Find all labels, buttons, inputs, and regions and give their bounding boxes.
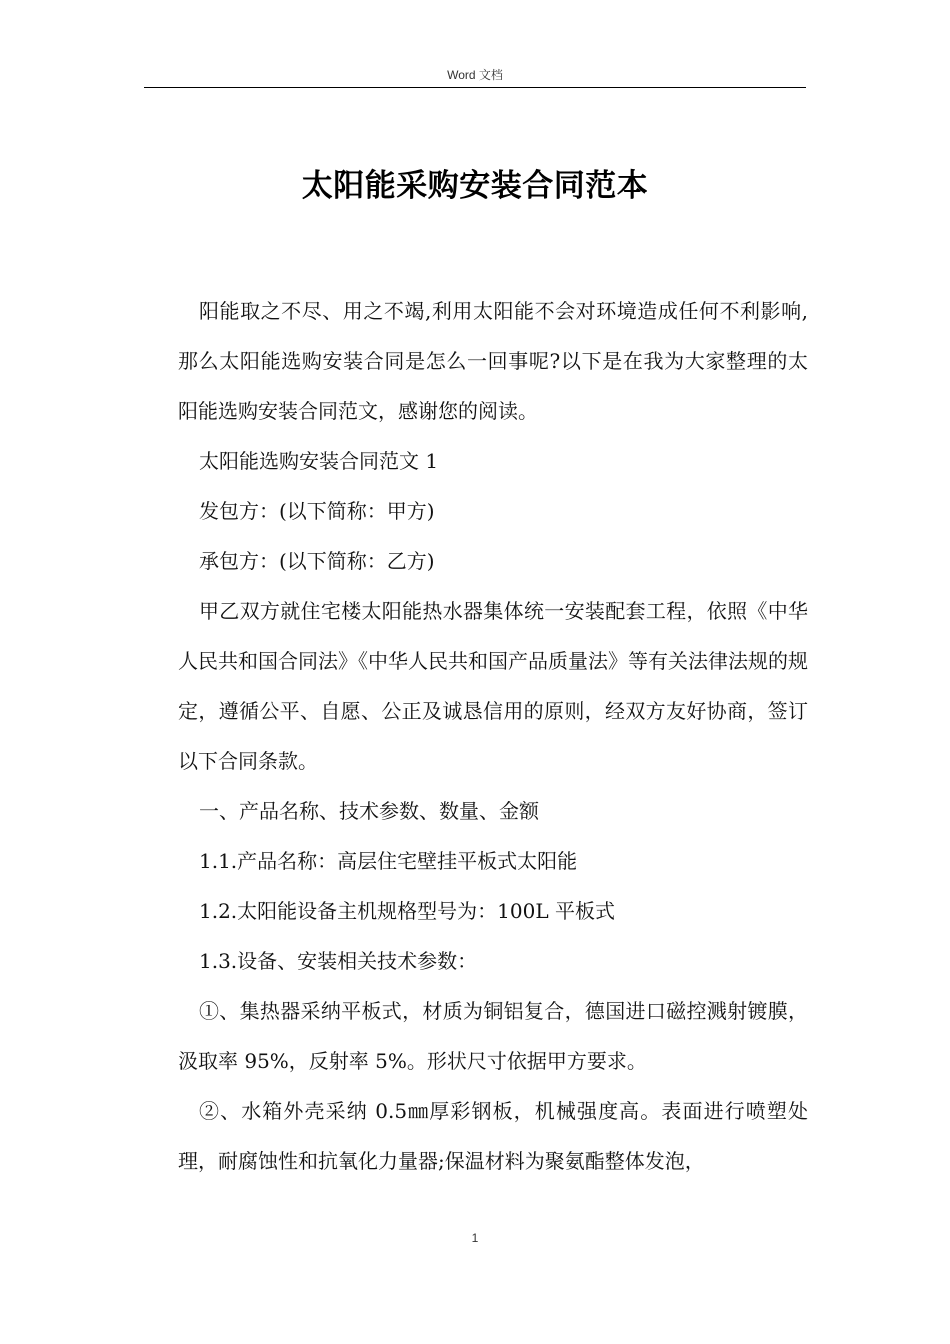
clause-1-2: 1.2.太阳能设备主机规格型号为：100L 平板式 (199, 899, 615, 923)
spec-item-2: ②、水箱外壳采纳 0.5㎜厚彩钢板，机械强度高。表面进行喷塑处理，耐腐蚀性和抗氧化力量器;保温材料为聚氨酯整体发泡， (178, 1099, 808, 1173)
paragraph-sample-heading: 太阳能选购安装合同范文 1 (199, 449, 439, 473)
document-body (178, 286, 808, 1186)
paragraph-party-b: 承包方：(以下简称：乙方) (199, 549, 435, 573)
clause-1-3: 1.3.设备、安装相关技术参数： (199, 949, 478, 973)
section-heading-1: 一、产品名称、技术参数、数量、金额 (199, 799, 539, 823)
header-divider (144, 87, 806, 88)
page-number: 1 (471, 1231, 479, 1245)
paragraph-party-a: 发包方：(以下简称：甲方) (199, 499, 435, 523)
clause-1-1: 1.1.产品名称：高层住宅壁挂平板式太阳能 (199, 849, 578, 873)
page-header: Word 文档 (447, 68, 503, 82)
spec-item-1: ①、集热器采纳平板式，材质为铜铝复合，德国进口磁控溅射镀膜，汲取率 95%，反射率 5%。形状尺寸依据甲方要求。 (178, 999, 808, 1073)
document-title: 太阳能采购安装合同范本 (301, 168, 649, 204)
paragraph-intro: 阳能取之不尽、用之不竭,利用太阳能不会对环境造成任何不利影响,那么太阳能选购安装合同是怎么一回事呢?以下是在我为大家整理的太阳能选购安装合同范文，感谢您的阅读。 (178, 299, 808, 423)
paragraph-preamble: 甲乙双方就住宅楼太阳能热水器集体统一安装配套工程，依照《中华人民共和国合同法》《中华人民共和国产品质量法》等有关法律法规的规定，遵循公平、自愿、公正及诚恳信用的原则，经双方友好协商，签订以下合同条款。 (178, 599, 808, 773)
